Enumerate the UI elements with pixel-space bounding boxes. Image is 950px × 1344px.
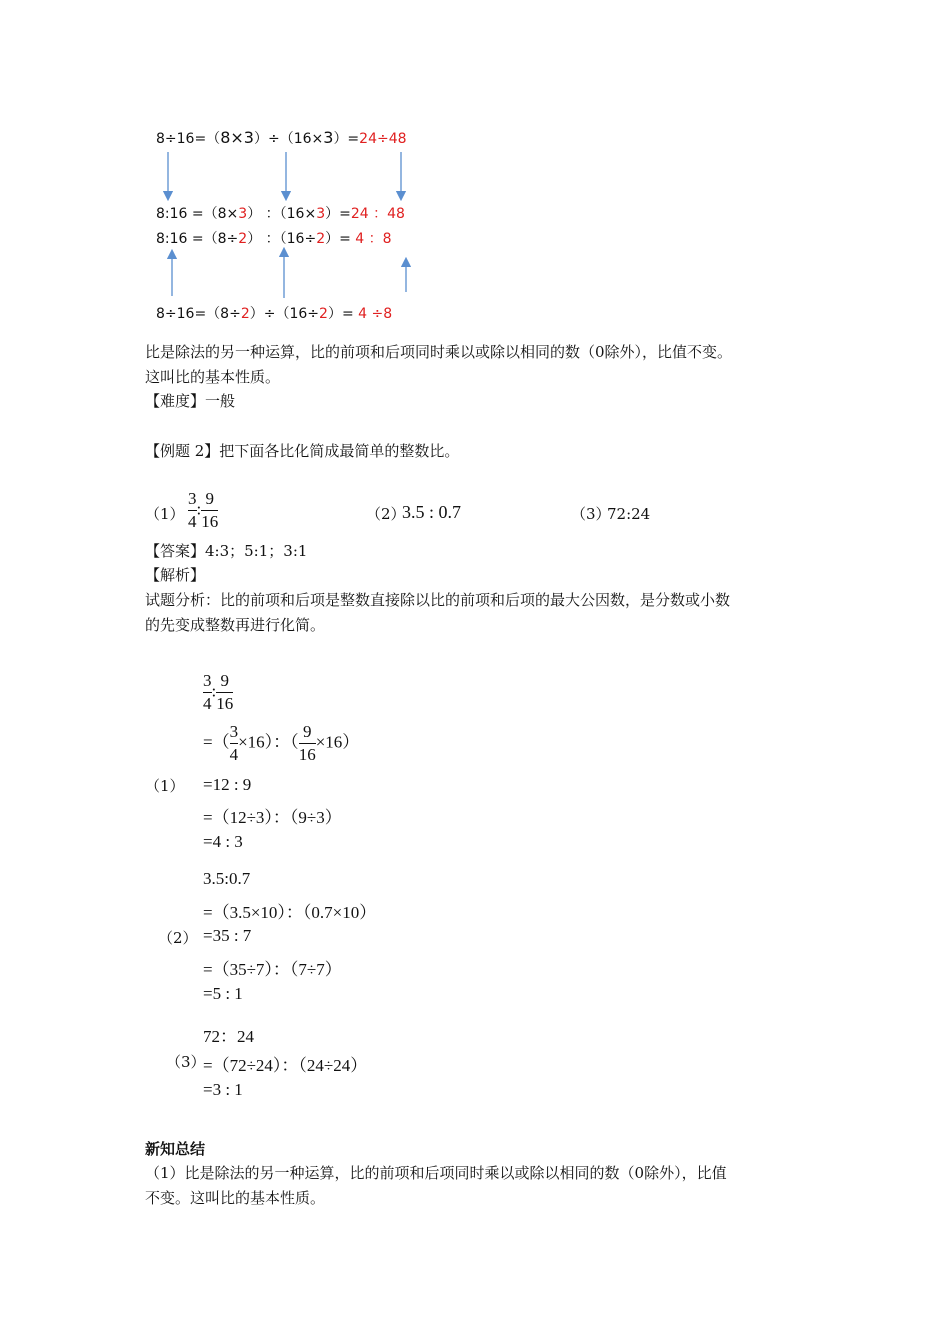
question-1-label: （1） (145, 505, 185, 523)
solution-1-line-1: $\frac{3}{4}$ : $\frac{9}{16}$ (203, 671, 234, 713)
solution-2-line-4: =（35÷7）：（7÷7） (203, 960, 342, 979)
solution-2-line-2: =（3.5×10）：（0.7×10） (203, 903, 377, 922)
solution-3-line-1: 72：24 (203, 1027, 254, 1046)
diagram-row-4: 8÷16=（8÷2）÷（16÷2）= 4 ÷8 (156, 306, 393, 322)
analysis-label: 【解析】 (145, 566, 206, 584)
diagram-row-2: 8:16 =（8×3） ：（16×3）=24 ：48 (156, 206, 405, 222)
solution-3-line-3: =3 : 1 (203, 1080, 243, 1099)
diagram-row-3: 8:16 =（8÷2） ：（16÷2）= 4 ：8 (156, 231, 392, 247)
example-title: 【例题 2】把下面各比化简成最简单的整数比。 (145, 442, 460, 460)
solution-3-label: （3） (166, 1053, 206, 1071)
question-3-label: （3） (571, 505, 611, 523)
question-2-expression: 3.5 : 0.7 (402, 502, 462, 522)
solution-1-line-5: =4 : 3 (203, 832, 243, 851)
solution-1-line-2: =（ $\frac{3}{4}$ ×16）：（ $\frac{9}{16}$ ×16） (203, 722, 360, 764)
question-2-label: （2） (366, 505, 406, 523)
property-text-line-1: 比是除法的另一种运算，比的前项和后项同时乘以或除以相同的数（0除外），比值不变。 (145, 343, 733, 361)
difficulty-label: 【难度】一般 (145, 392, 236, 410)
summary-line-2: 不变。这叫比的基本性质。 (145, 1189, 326, 1207)
property-text-line-2: 这叫比的基本性质。 (145, 368, 281, 386)
solution-1-line-4: =（12÷3）：（9÷3） (203, 808, 342, 827)
solution-2-line-3: =35 : 7 (203, 926, 252, 945)
solution-1-label: （1） (145, 777, 185, 795)
solution-1-line-3: =12 : 9 (203, 775, 252, 794)
question-1-expression: $\frac{3}{4}$ : $\frac{9}{16}$ (188, 489, 219, 531)
solution-2-line-1: 3.5:0.7 (203, 869, 251, 888)
analysis-text-line-2: 的先变成整数再进行化简。 (145, 616, 326, 634)
solution-3-line-2: =（72÷24）：（24÷24） (203, 1056, 368, 1075)
diagram-row-1: 8÷16=（8×3）÷（16×3）=24÷48 (156, 128, 407, 147)
answer-line: 【答案】4:3；5:1；3:1 (145, 542, 308, 560)
solution-2-line-5: =5 : 1 (203, 984, 243, 1003)
question-3-expression: 72:24 (607, 505, 651, 523)
solution-2-label: （2） (158, 929, 198, 947)
analysis-text-line-1: 试题分析：比的前项和后项是整数直接除以比的前项和后项的最大公因数，是分数或小数 (145, 591, 731, 609)
summary-title: 新知总结 (145, 1140, 206, 1158)
summary-line-1: （1）比是除法的另一种运算，比的前项和后项同时乘以或除以相同的数（0除外），比值 (145, 1164, 727, 1182)
